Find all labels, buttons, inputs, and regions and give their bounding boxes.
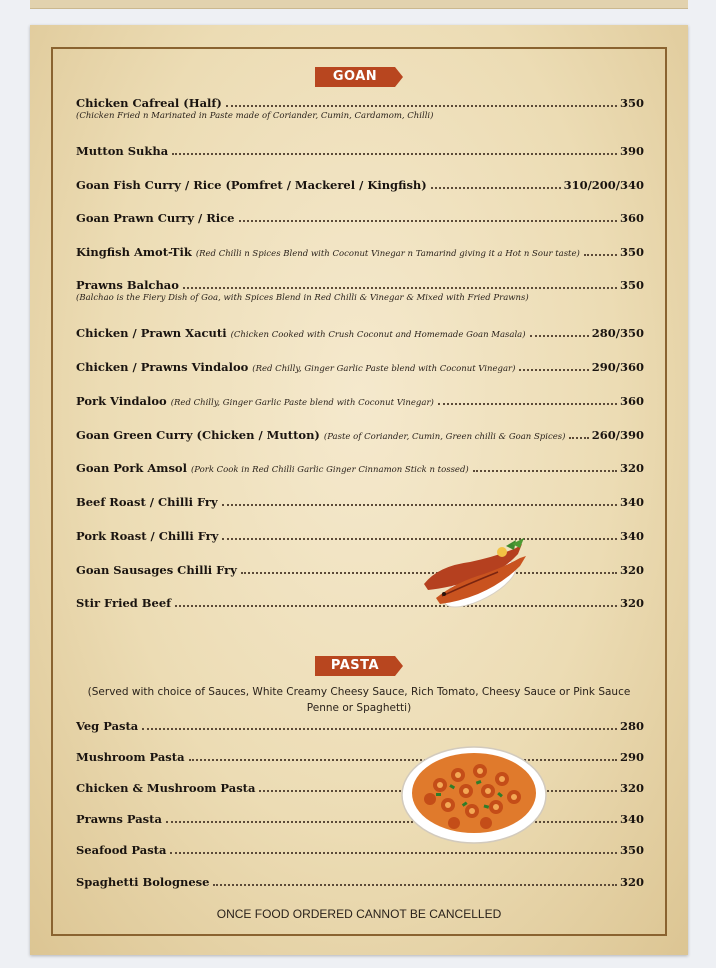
menu-item-row [76, 394, 644, 408]
menu-item-name: Pork Roast / Chilli Fry [76, 529, 219, 543]
goan-section-header: GOAN [315, 67, 395, 87]
menu-item-description: (Pork Cook in Red Chilli Garlic Ginger Cinnamon Stick n tossed) [190, 465, 469, 475]
leader-dots [175, 605, 617, 607]
menu-item-price: 280/350 [591, 326, 644, 340]
menu-item-row [76, 812, 644, 826]
leader-dots [183, 287, 617, 289]
menu-item-row [76, 875, 644, 889]
menu-item-price: 350 [619, 245, 644, 259]
leader-dots [530, 335, 589, 337]
menu-item-name: Veg Pasta [76, 719, 139, 733]
pasta-section-header: PASTA [315, 656, 395, 676]
menu-item-name: Goan Fish Curry / Rice (Pomfret / Mackerel / Kingfish) [76, 178, 427, 192]
leader-dots [142, 728, 617, 730]
menu-item-row [76, 596, 644, 610]
leader-dots [438, 403, 617, 405]
menu-item-row [76, 529, 644, 543]
menu-item-price: 340 [619, 495, 644, 509]
leader-dots [519, 369, 588, 371]
menu-item-price: 320 [619, 563, 644, 577]
menu-item-row [76, 326, 644, 340]
menu-item-name: Spaghetti Bolognese [76, 875, 210, 889]
menu-item-description: (Red Chilly, Ginger Garlic Paste blend with Coconut Vinegar) [252, 364, 516, 374]
menu-item-name: Prawns Pasta [76, 812, 162, 826]
fried-fish-dish-image [418, 532, 530, 614]
menu-item-row [76, 144, 644, 158]
menu-item-description: (Balchao is the Fiery Dish of Goa, with Spices Blend in Red Chilli & Vinegar & Mixed with Fried Prawns) [76, 293, 529, 303]
menu-item-price: 390 [619, 144, 644, 158]
menu-item-row [76, 750, 644, 764]
leader-dots [239, 220, 617, 222]
menu-item-row [76, 96, 644, 110]
leader-dots [170, 852, 617, 854]
menu-item-row [76, 360, 644, 374]
menu-item-name: Kingfish Amot-Tik [76, 245, 192, 259]
menu-item-row [76, 495, 644, 509]
menu-item-description: (Chicken Cooked with Crush Coconut and Homemade Goan Masala) [230, 330, 526, 340]
menu-item-row [76, 719, 644, 733]
menu-item-row [76, 245, 644, 259]
menu-item-price: 350 [619, 96, 644, 110]
menu-item-price: 350 [619, 843, 644, 857]
menu-item-row [76, 781, 644, 795]
leader-dots [166, 821, 617, 823]
menu-item-row [76, 211, 644, 225]
leader-dots [569, 437, 588, 439]
menu-item-price: 360 [619, 211, 644, 225]
menu-item-name: Mushroom Pasta [76, 750, 185, 764]
pasta-sauce-note-line2: Penne or Spaghetti) [306, 702, 412, 714]
menu-item-description: (Red Chilly, Ginger Garlic Paste blend with Coconut Vinegar) [170, 398, 434, 408]
leader-dots [473, 470, 617, 472]
menu-item-name: Goan Pork Amsol [76, 461, 187, 475]
leader-dots [431, 187, 561, 189]
menu-item-price: 260/390 [591, 428, 644, 442]
menu-item-name: Goan Prawn Curry / Rice [76, 211, 235, 225]
menu-item-name: Beef Roast / Chilli Fry [76, 495, 218, 509]
leader-dots [213, 884, 617, 886]
leader-dots [226, 105, 617, 107]
menu-item-name: Mutton Sukha [76, 144, 169, 158]
menu-item-price: 360 [619, 394, 644, 408]
pasta-sauce-note-line1: (Served with choice of Sauces, White Creamy Cheesy Sauce, Rich Tomato, Cheesy Sauce or Pink Sauce [87, 686, 631, 698]
menu-item-name: Chicken / Prawn Xacuti [76, 326, 227, 340]
no-cancellation-notice: ONCE FOOD ORDERED CANNOT BE CANCELLED [216, 907, 502, 921]
menu-item-description: (Red Chilli n Spices Blend with Coconut Vinegar n Tamarind giving it a Hot n Sour taste) [195, 249, 580, 259]
menu-item-row [76, 428, 644, 442]
menu-item-name: Chicken Cafreal (Half) [76, 96, 222, 110]
leader-dots [584, 254, 617, 256]
menu-item-name: Seafood Pasta [76, 843, 167, 857]
menu-item-row [76, 178, 644, 192]
menu-item-row [76, 278, 644, 292]
menu-item-price: 320 [619, 596, 644, 610]
previous-page-edge [30, 0, 688, 9]
menu-item-price: 290 [619, 750, 644, 764]
menu-item-price: 320 [619, 461, 644, 475]
leader-dots [222, 504, 617, 506]
menu-item-price: 340 [619, 529, 644, 543]
menu-item-name: Chicken / Prawns Vindaloo [76, 360, 249, 374]
menu-item-description: (Paste of Coriander, Cumin, Green chilli & Goan Spices) [323, 432, 566, 442]
menu-item-name: Stir Fried Beef [76, 596, 172, 610]
menu-item-price: 340 [619, 812, 644, 826]
leader-dots [172, 153, 617, 155]
menu-item-price: 320 [619, 875, 644, 889]
menu-item-name: Goan Sausages Chilli Fry [76, 563, 237, 577]
pasta-bowl-dish-image [400, 745, 548, 847]
menu-item-price: 350 [619, 278, 644, 292]
menu-item-row [76, 843, 644, 857]
menu-item-price: 310/200/340 [563, 178, 644, 192]
menu-item-name: Chicken & Mushroom Pasta [76, 781, 256, 795]
menu-item-name: Goan Green Curry (Chicken / Mutton) [76, 428, 320, 442]
menu-item-price: 320 [619, 781, 644, 795]
menu-item-row [76, 461, 644, 475]
menu-item-price: 290/360 [591, 360, 644, 374]
menu-item-name: Prawns Balchao [76, 278, 179, 292]
menu-item-row [76, 563, 644, 577]
menu-item-description: (Chicken Fried n Marinated in Paste made of Coriander, Cumin, Cardamom, Chilli) [76, 111, 434, 121]
menu-item-name: Pork Vindaloo [76, 394, 167, 408]
menu-item-price: 280 [619, 719, 644, 733]
